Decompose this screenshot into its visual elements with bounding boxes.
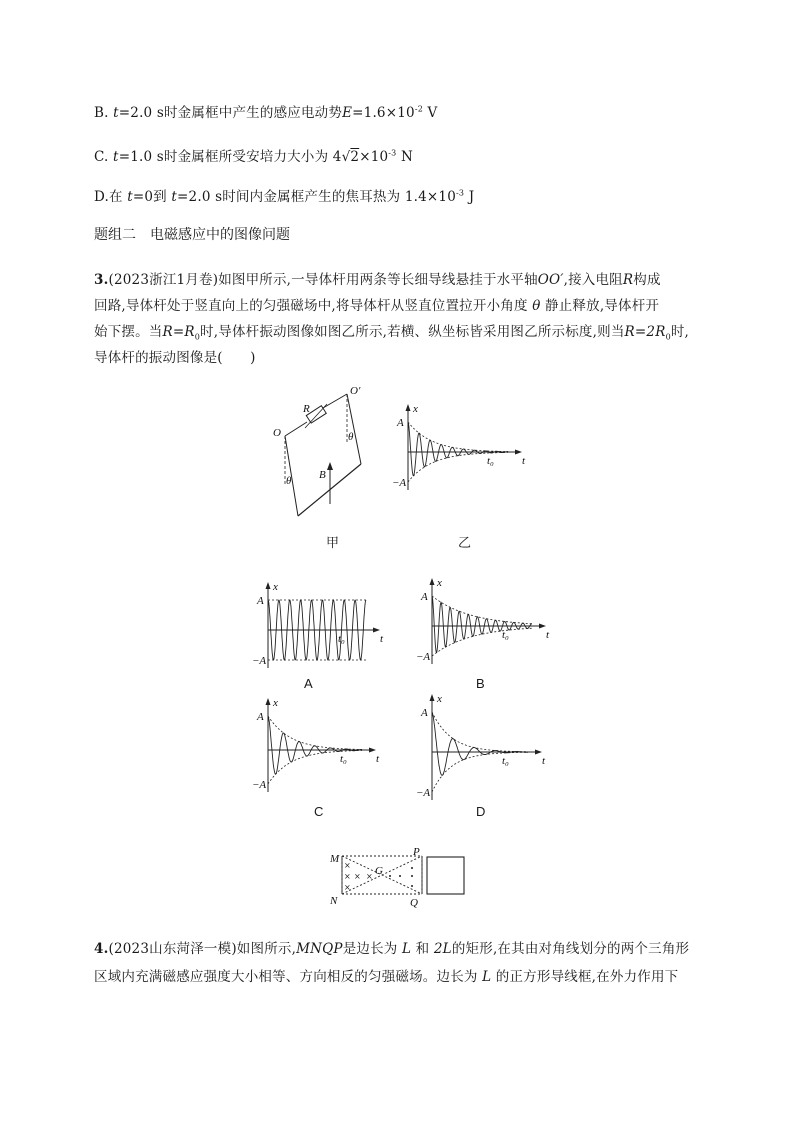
option-d-text2: =2.0 s时间内金属框产生的焦耳热为 1.4×10 xyxy=(177,189,456,205)
option-b-text: =2.0 s时金属框中产生的感应电动势 xyxy=(118,105,343,121)
svg-text:×: × xyxy=(344,861,351,870)
label-neg-a: −A xyxy=(416,651,431,663)
unit: N xyxy=(400,149,413,165)
axis-name: OO′ xyxy=(537,272,564,288)
q4-line1 xyxy=(94,937,689,957)
q4-text: 区域内充满磁感应强度大小相等、方向相反的匀强磁场。边长为 xyxy=(94,969,478,985)
y-axis-arrow xyxy=(266,698,271,705)
graph-choice-b xyxy=(414,574,550,669)
unit: V xyxy=(427,105,438,121)
question-number: 4. xyxy=(94,941,109,957)
q3-text: 始下摆。当 xyxy=(94,324,163,340)
x-axis-arrow xyxy=(515,450,522,455)
exponent: -3 xyxy=(388,148,397,158)
caption-b: B xyxy=(476,676,485,691)
option-d-text1: =0到 xyxy=(132,189,167,205)
var-t: t xyxy=(127,189,133,205)
var-t: t xyxy=(171,189,178,205)
thread-right xyxy=(347,394,361,464)
var-t: t xyxy=(113,105,119,121)
label-neg-a: −A xyxy=(252,655,267,667)
label-a: A xyxy=(257,595,264,607)
var-r: R xyxy=(622,272,634,288)
label-o-prime: O′ xyxy=(350,385,361,397)
x-axis-arrow xyxy=(373,628,380,633)
svg-text:×: × xyxy=(344,872,351,881)
sqrt-value: 2 xyxy=(350,149,360,165)
q3-text: 构成 xyxy=(633,272,661,288)
arrow-head xyxy=(327,462,333,470)
caption-c: C xyxy=(314,804,324,819)
envelope-upper xyxy=(268,716,362,750)
square-frame xyxy=(427,857,464,894)
label-p: P xyxy=(413,846,420,858)
q3-line4 xyxy=(94,346,256,366)
label-t: t xyxy=(522,455,526,467)
q4-line2 xyxy=(94,965,678,985)
option-c-prefix: C. xyxy=(94,149,109,165)
envelope-upper xyxy=(408,422,508,452)
q4-text: 和 xyxy=(415,941,430,957)
option-c-text: =1.0 s时金属框所受安培力大小为 4 xyxy=(118,149,342,165)
label-g: G xyxy=(375,865,383,877)
figure-q4 xyxy=(326,846,476,908)
x-axis-arrow xyxy=(369,748,376,753)
var-l: L xyxy=(482,969,492,985)
label-neg-a: −A xyxy=(416,787,431,799)
exponent: -2 xyxy=(414,104,424,114)
label-x: x xyxy=(413,403,418,415)
wire xyxy=(285,422,307,436)
option-d-prefix: D.在 xyxy=(94,189,123,205)
q3-text: 导体杆的振动图像是( ) xyxy=(94,350,256,366)
label-b: B xyxy=(319,469,326,481)
label-t: t xyxy=(542,755,546,767)
label-theta: θ xyxy=(348,431,354,443)
option-b-prefix: B. xyxy=(94,105,109,121)
oscillation-curve xyxy=(432,596,532,653)
var-t: t xyxy=(113,149,119,165)
q3-text: 回路,导体杆处于竖直向上的匀强磁场中,将导体杆从竖直位置拉开小角度 xyxy=(94,298,528,314)
label-x: x xyxy=(273,697,278,709)
q3-text: 时, xyxy=(670,324,690,340)
label-t0: t₀ xyxy=(502,629,509,641)
label-neg-a: −A xyxy=(252,779,267,791)
caption-d: D xyxy=(476,804,486,819)
label-t: t xyxy=(376,753,380,765)
label-q: Q xyxy=(410,897,418,909)
figure-jia xyxy=(255,384,375,524)
label-m: M xyxy=(330,853,340,865)
label-theta: θ xyxy=(286,475,292,487)
subscript: 0 xyxy=(194,332,201,342)
graph-choice-d xyxy=(414,694,544,800)
svg-text:×: × xyxy=(366,872,373,881)
label-a: A xyxy=(257,711,264,723)
svg-text:×: × xyxy=(344,883,351,892)
y-axis-arrow xyxy=(430,694,435,701)
envelope-upper xyxy=(432,712,528,752)
option-c-mult: ×10 xyxy=(359,149,389,165)
q3-text: 静止释放,导体杆开 xyxy=(545,298,660,314)
label-x: x xyxy=(273,581,278,593)
label-x: x xyxy=(437,693,442,705)
oscillation-curve xyxy=(268,716,362,774)
var-theta: θ xyxy=(532,298,541,314)
r-eq-r0: R=R xyxy=(162,324,195,340)
var-2l: 2L xyxy=(433,941,452,957)
label-neg-a: −A xyxy=(392,477,407,489)
option-d xyxy=(94,185,474,205)
q4-text: 的正方形导线框,在外力作用下 xyxy=(495,969,679,985)
r-eq-2r0: R=2R xyxy=(624,324,666,340)
option-b-value: =1.6×10 xyxy=(352,105,415,121)
exponent: -3 xyxy=(455,188,465,198)
sqrt-symbol: √2 xyxy=(341,149,360,165)
caption-jia: 甲 xyxy=(326,535,340,550)
q3-line2 xyxy=(94,294,659,314)
y-axis-arrow xyxy=(406,404,411,411)
graph-choice-c xyxy=(252,697,382,800)
svg-text:×: × xyxy=(354,872,361,881)
label-a: A xyxy=(421,707,428,719)
unit: J xyxy=(468,189,475,205)
graph-choice-a xyxy=(252,578,382,673)
subscript: 0 xyxy=(665,332,671,342)
label-r: R xyxy=(303,403,310,415)
label-a: A xyxy=(421,591,428,603)
label-x: x xyxy=(437,577,442,589)
caption-a: A xyxy=(304,676,313,691)
x-axis-arrow xyxy=(539,624,546,629)
option-b xyxy=(94,101,437,121)
q3-text: 时,导体杆振动图像如图乙所示,若横、纵坐标皆采用图乙所示标度,则当 xyxy=(200,324,625,340)
y-axis-arrow xyxy=(430,578,435,585)
x-axis-arrow xyxy=(535,750,542,755)
wire xyxy=(323,394,347,408)
q3-text: ,接入电阻 xyxy=(563,272,623,288)
label-t0: t₀ xyxy=(340,753,347,765)
question-source: (2023山东菏泽一模) xyxy=(108,941,237,957)
q3-text: 如图甲所示,一导体杆用两条等长细导线悬挂于水平轴 xyxy=(218,272,538,288)
var-e: E xyxy=(342,105,353,121)
label-a: A xyxy=(397,417,404,429)
q3-line3 xyxy=(94,320,689,342)
var-mnqp: MNQP xyxy=(296,941,343,957)
label-t0: t₀ xyxy=(502,755,509,767)
q4-text: 如图所示, xyxy=(236,941,297,957)
graph-yi xyxy=(392,396,526,506)
q4-text: 的矩形,在其由对角线划分的两个三角形 xyxy=(451,941,690,957)
section-heading: 题组二 电磁感应中的图像问题 xyxy=(94,227,290,243)
label-t0: t₀ xyxy=(487,455,494,467)
question-source: (2023浙江1月卷) xyxy=(108,272,219,288)
caption-yi: 乙 xyxy=(458,535,472,550)
label-t: t xyxy=(546,629,550,641)
question-number: 3. xyxy=(94,272,109,288)
envelope-upper xyxy=(432,596,532,624)
q3-line1 xyxy=(94,268,661,288)
q4-text: 是边长为 xyxy=(342,941,398,957)
var-l: L xyxy=(402,941,412,957)
label-n: N xyxy=(330,895,338,907)
label-t: t xyxy=(380,633,384,645)
envelope-lower xyxy=(268,751,362,785)
label-t0: t₀ xyxy=(338,633,345,645)
oscillation-curve xyxy=(432,712,528,775)
y-axis-arrow xyxy=(266,582,271,589)
label-o: O xyxy=(273,427,281,439)
option-c xyxy=(94,145,413,165)
